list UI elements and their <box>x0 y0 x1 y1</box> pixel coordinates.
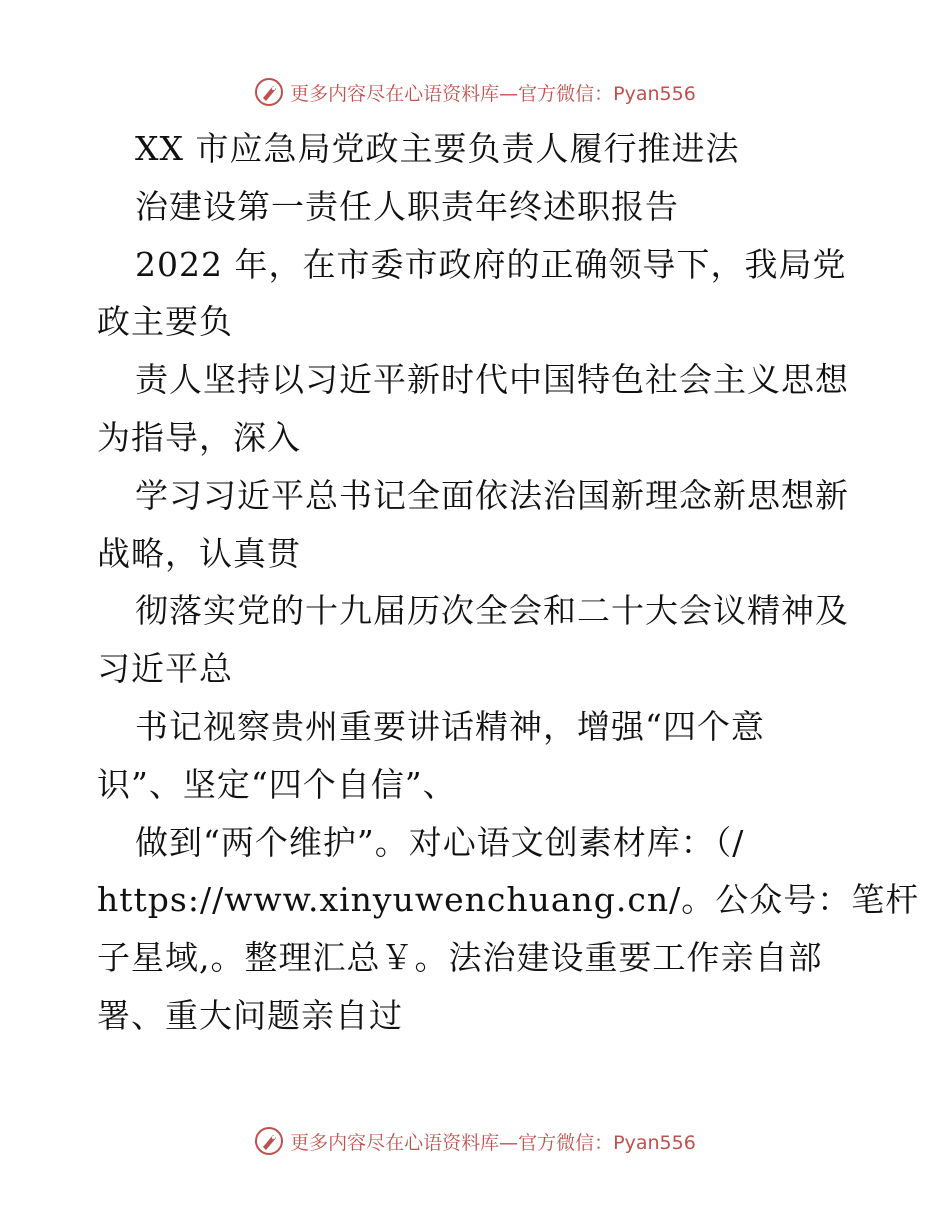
text-line: XX 市应急局党政主要负责人履行推进法 <box>135 129 740 168</box>
text-line: 学习习近平总书记全面依法治国新理念新思想新 <box>135 475 849 515</box>
pen-nib-logo-icon <box>254 77 284 107</box>
text-line: 治建设第一责任人职责年终述职报告 <box>135 186 679 226</box>
pen-nib-logo-icon <box>254 1126 284 1156</box>
text-line: 习近平总 <box>97 649 233 689</box>
text-line: 彻落实党的十九届历次全会和二十大会议精神及 <box>135 591 849 631</box>
watermark-text: 更多内容尽在心语资料库—官方微信：Pyan556 <box>290 82 696 105</box>
text-line: 2022 年，在市委市政府的正确领导下，我局党 <box>135 244 847 284</box>
text-line: 政主要负 <box>97 302 233 342</box>
text-line: 署、重大问题亲自过 <box>97 995 403 1035</box>
text-line: 子星域,。整理汇总￥。法治建设重要工作亲自部 <box>97 938 823 978</box>
text-line: 战略，认真贯 <box>97 533 301 573</box>
watermark-text: 更多内容尽在心语资料库—官方微信：Pyan556 <box>290 1131 696 1154</box>
text-line: 识”、坚定“四个自信”、 <box>97 764 457 804</box>
footer-watermark <box>0 1121 950 1161</box>
text-line: https://www.xinyuwenchuang.cn/。公众号：笔杆 <box>97 880 920 920</box>
text-line: 书记视察贵州重要讲话精神，增强“四个意 <box>135 706 765 746</box>
text-line: 为指导，深入 <box>97 417 301 457</box>
text-line: 责人坚持以习近平新时代中国特色社会主义思想 <box>135 360 849 400</box>
header-watermark <box>0 72 950 112</box>
document-body <box>97 120 920 1045</box>
text-line: 做到“两个维护”。对心语文创素材库：（/ <box>135 822 745 862</box>
